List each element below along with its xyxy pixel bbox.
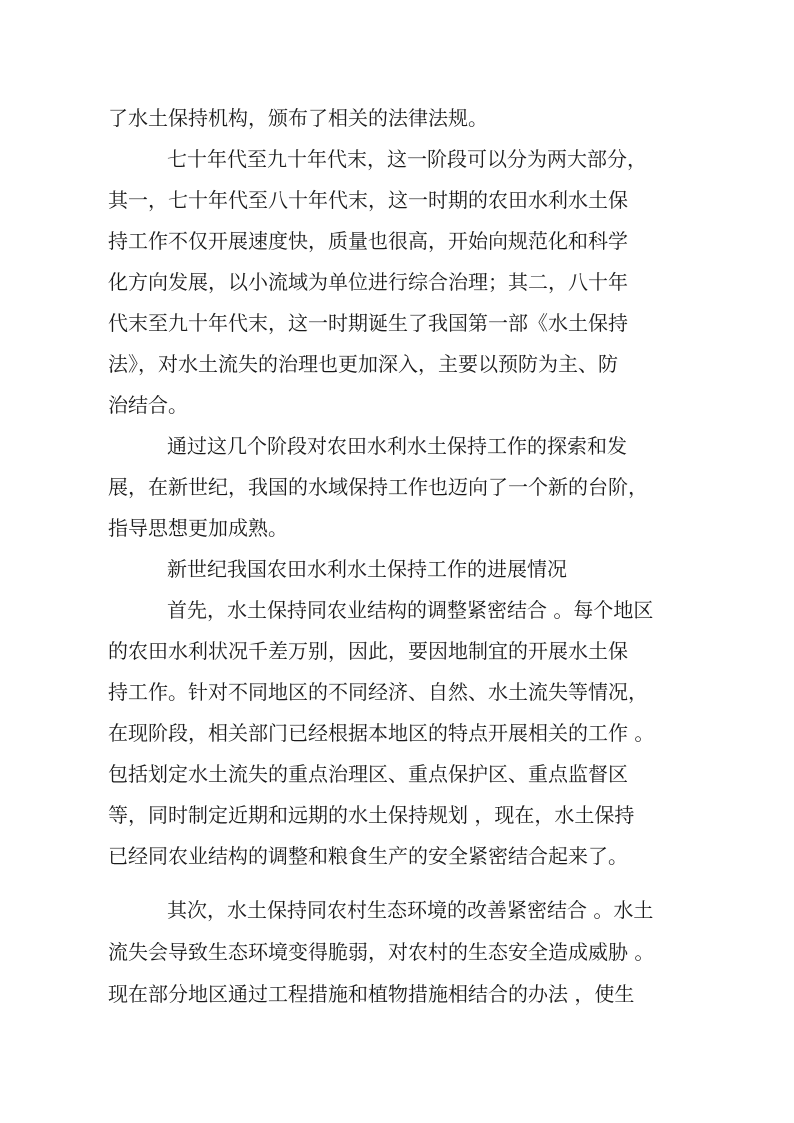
text-line-9: 通过这几个阶段对农田水利水土保持工作的探索和发 bbox=[167, 434, 627, 458]
text-line-5: 化方向发展，以小流域为单位进行综合治理；其二，八十年 bbox=[108, 270, 628, 294]
text-line-17: 包括划定水土流失的重点治理区、重点保护区、重点监督区 bbox=[108, 762, 628, 786]
text-line-15: 持工作。针对不同地区的不同经济、自然、水土流失等情况， bbox=[108, 680, 648, 704]
text-line-13: 首先，水土保持同农业结构的调整紧密结合 。每个地区 bbox=[167, 598, 654, 622]
text-line-10: 展，在新世纪，我国的水域保持工作也迈向了一个新的台阶， bbox=[108, 475, 648, 499]
text-line-3: 其一，七十年代至八十年代末，这一时期的农田水利水土保 bbox=[108, 188, 628, 212]
text-line-2: 七十年代至九十年代末，这一阶段可以分为两大部分， bbox=[167, 147, 647, 171]
section-heading: 新世纪我国农田水利水土保持工作的进展情况 bbox=[167, 557, 567, 581]
text-line-20: 其次，水土保持同农村生态环境的改善紧密结合 。水土 bbox=[167, 898, 654, 922]
text-line-11: 指导思想更加成熟。 bbox=[108, 516, 288, 540]
text-line-14: 的农田水利状况千差万别，因此，要因地制宜的开展水土保 bbox=[108, 639, 628, 663]
text-line-1: 了水土保持机构，颁布了相关的法律法规。 bbox=[108, 106, 488, 130]
text-line-21: 流失会导致生态环境变得脆弱，对农村的生态安全造成威胁 。 bbox=[108, 940, 655, 964]
text-line-18: 等，同时制定近期和远期的水土保持规划 ，现在，水土保持 bbox=[108, 803, 635, 827]
text-line-16: 在现阶段，相关部门已经根据本地区的特点开展相关的工作 。 bbox=[108, 721, 655, 745]
text-line-6: 代末至九十年代末，这一时期诞生了我国第一部《水土保持 bbox=[108, 311, 628, 335]
text-line-19: 已经同农业结构的调整和粮食生产的安全紧密结合起来了。 bbox=[108, 844, 628, 868]
text-line-22: 现在部分地区通过工程措施和植物措施相结合的办法 ，使生 bbox=[108, 982, 635, 1006]
text-line-7: 法》，对水土流失的治理也更加深入，主要以预防为主、防 bbox=[108, 352, 618, 376]
text-line-8: 治结合。 bbox=[108, 393, 188, 417]
text-line-4: 持工作不仅开展速度快，质量也很高，开始向规范化和科学 bbox=[108, 229, 628, 253]
